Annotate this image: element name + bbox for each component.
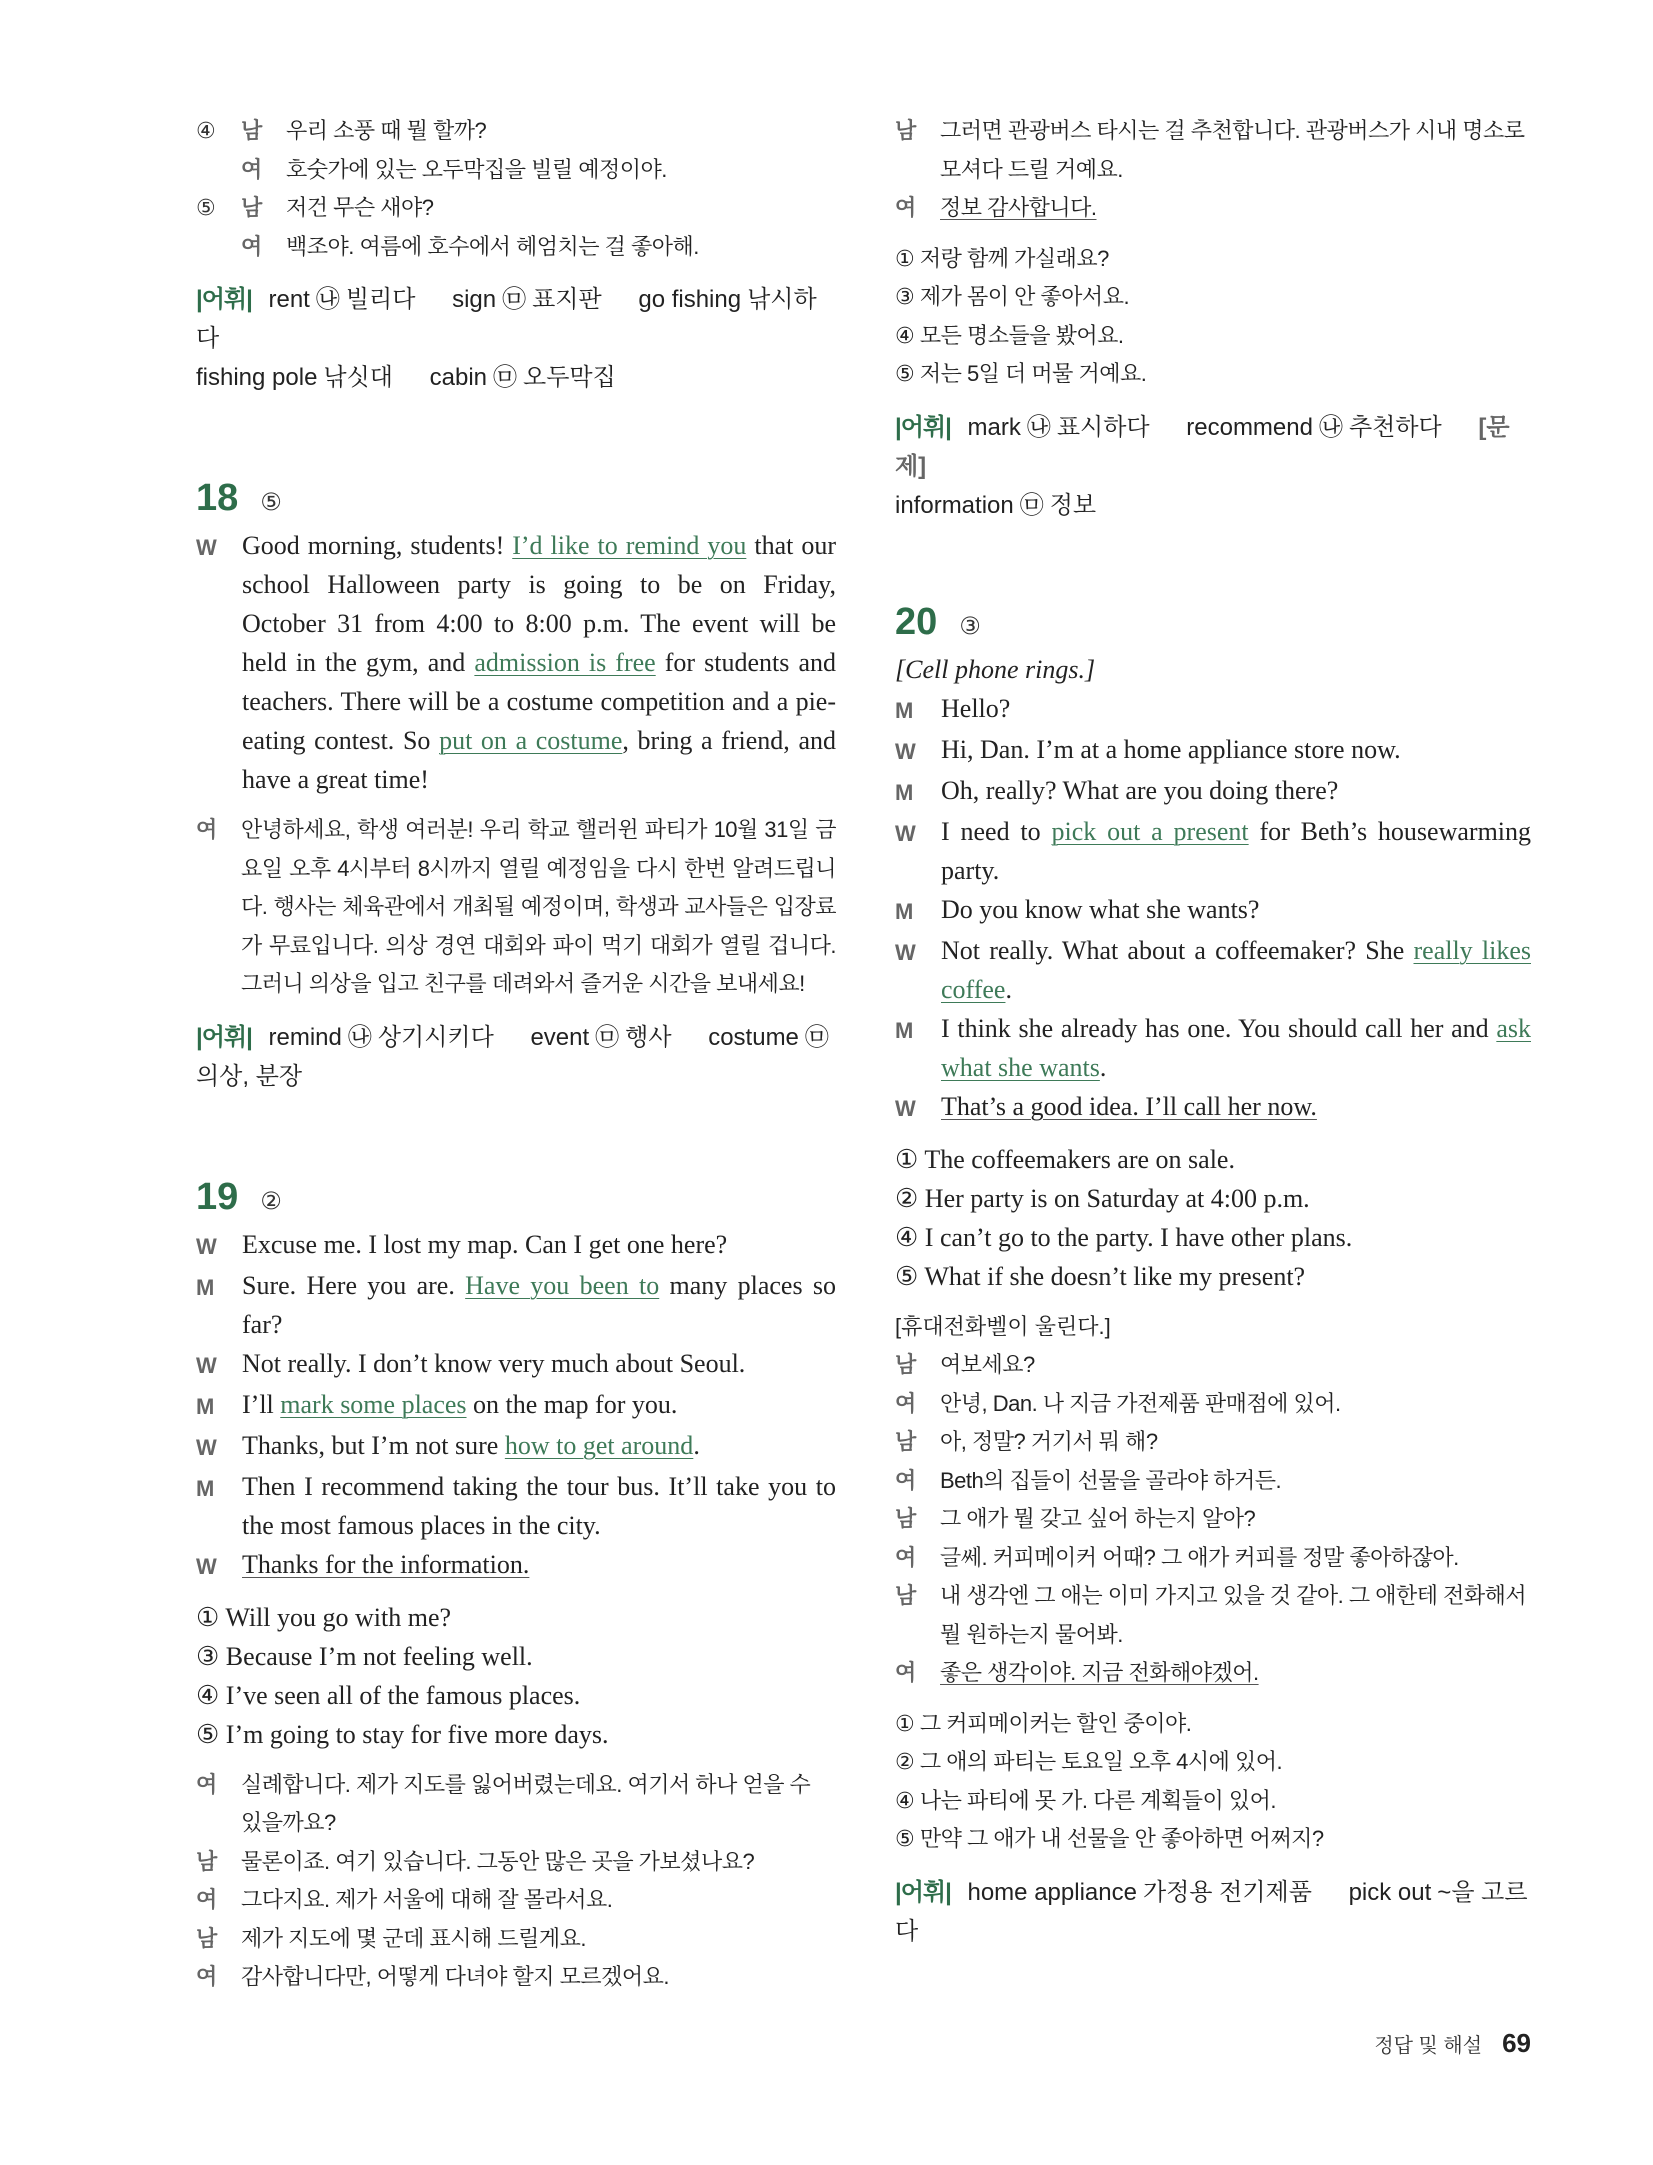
option-item: ④ 나는 파티에 못 가. 다른 계획들이 있어.	[895, 1787, 1277, 1813]
option-item: ② Her party is on Saturday at 4:00 p.m.	[895, 1183, 1310, 1213]
dialog-line: 여 감사합니다만, 어떻게 다녀야 할지 모르겠어요.	[196, 1964, 669, 1989]
vocab-tag: |어휘|	[196, 286, 252, 313]
option-item: ⑤ 저는 5일 더 머물 거예요.	[895, 361, 1147, 386]
q19-korean-options	[895, 240, 1531, 394]
option-item: ⑤ I’m going to stay for five more days.	[196, 1719, 609, 1749]
q19-script	[196, 1225, 836, 1586]
vocab-tag: [문제]	[895, 413, 1510, 480]
question-18-header	[196, 477, 836, 520]
dialog-line: W Hi, Dan. I’m at a home appliance store now.	[895, 734, 1401, 764]
dialog-line: 여 그다지요. 제가 서울에 대해 잘 몰라서요.	[196, 1887, 613, 1912]
key-phrase: I’d like to remind you	[512, 531, 747, 560]
key-phrase: mark some places	[280, 1389, 467, 1419]
question-number: 19	[196, 1175, 239, 1218]
option-item: ① The coffeemakers are on sale.	[895, 1144, 1235, 1174]
key-phrase: Have you been to	[465, 1270, 660, 1300]
q20-script	[895, 689, 1531, 1128]
question-19-header	[196, 1176, 836, 1219]
option-item: ④ I’ve seen all of the famous places.	[196, 1680, 581, 1710]
q19-translation-continued	[895, 112, 1531, 228]
dialog-line: M Sure. Here you are. Have you been to many places so far?	[196, 1270, 836, 1339]
q20-options	[895, 1140, 1531, 1296]
q19-translation	[196, 1766, 836, 1997]
dialog-line: 남 내 생각엔 그 애는 이미 가지고 있을 것 같아. 그 애한테 전화해서 뭘 원하는지 물어봐.	[895, 1583, 1527, 1647]
dialog-line: 남 물론이죠. 여기 있습니다. 그동안 많은 곳을 가보셨나요?	[196, 1848, 755, 1874]
key-phrase: ask what she wants	[941, 1013, 1531, 1082]
dialog-line: W That’s a good idea. I’ll call her now.	[895, 1091, 1317, 1121]
question-number: 18	[196, 477, 239, 519]
page-footer	[1374, 2028, 1531, 2059]
dialog-line: 여 글쎄. 커피메이커 어때? 그 애가 커피를 정말 좋아하잖아.	[895, 1544, 1459, 1570]
q19-options	[196, 1598, 836, 1754]
dialog-line: W I need to pick out a present for Beth’s housewarming party.	[895, 816, 1532, 885]
question-number: 20	[895, 600, 938, 643]
option-item: ① 그 커피메이커는 할인 중이야.	[895, 1710, 1192, 1736]
vocab-tag: |어휘|	[196, 1023, 252, 1051]
key-phrase: how to get around	[504, 1430, 694, 1460]
dialog-line: 남 그 애가 뭘 갖고 싶어 하는지 알아?	[895, 1506, 1256, 1531]
option-item: ⑤ What if she doesn’t like my present?	[895, 1261, 1306, 1291]
blank-answer: That’s a good idea. I’ll call her now.	[941, 1091, 1317, 1121]
stage-direction: [휴대전화벨이 울린다.]	[895, 1313, 1111, 1339]
list-item: ④ 남 우리 소풍 때 뭘 할까?	[196, 118, 487, 143]
q17-korean-options	[196, 112, 836, 266]
dialog-line: 남 여보세요?	[895, 1352, 1035, 1377]
option-item: ⑤ 만약 그 애가 내 선물을 안 좋아하면 어쩌지?	[895, 1826, 1324, 1851]
dialog-line: W Not really. I don’t know very much about Seoul.	[196, 1348, 746, 1378]
dialog-line: W Thanks, but I’m not sure how to get around.	[196, 1430, 700, 1460]
key-phrase: pick out a present	[1051, 816, 1249, 846]
dialog-line: 여 정보 감사합니다.	[895, 195, 1097, 220]
list-item: 여 백조야. 여름에 호수에서 헤엄치는 걸 좋아해.	[241, 233, 699, 259]
option-item: ③ Because I’m not feeling well.	[196, 1641, 533, 1671]
dialog-line: M I think she already has one. You should call her and ask what she wants.	[895, 1013, 1531, 1082]
dialog-line: M Do you know what she wants?	[895, 894, 1260, 924]
answer-mark: ⑤	[260, 489, 282, 516]
option-item: ② 그 애의 파티는 토요일 오후 4시에 있어.	[895, 1749, 1283, 1774]
dialog-line: 여 실례합니다. 제가 지도를 잃어버렸는데요. 여기서 하나 얻을 수 있을까요?	[196, 1771, 811, 1835]
list-item: ⑤ 남 저건 무슨 새야?	[196, 195, 434, 220]
dialog-line: 여 안녕, Dan. 나 지금 가전제품 판매점에 있어.	[895, 1390, 1341, 1416]
option-item: ④ 모든 명소들을 봤어요.	[895, 322, 1124, 348]
blank-answer: 좋은 생각이야. 지금 전화해야겠어.	[940, 1660, 1259, 1685]
answer-mark: ③	[959, 612, 981, 640]
option-item: ① 저랑 함께 가실래요?	[895, 245, 1109, 271]
q20-translation	[895, 1346, 1531, 1693]
option-item: ③ 제가 몸이 안 좋아서요.	[895, 284, 1130, 309]
list-item: 여 호숫가에 있는 오두막집을 빌릴 예정이야.	[241, 156, 667, 182]
dialog-line: 남 제가 지도에 몇 군데 표시해 드릴게요.	[196, 1925, 586, 1951]
dialog-line: M Hello?	[895, 693, 1011, 723]
q18-vocabulary: |어휘| remind ㉯ 상기시키다 event ㉤ 행사 costume ㉤의상, 분장	[196, 1023, 829, 1090]
dialog-line: M I’ll mark some places on the map for you.	[196, 1389, 678, 1419]
vocab-tag: |어휘|	[895, 1878, 951, 1906]
q17-vocabulary: |어휘| rent ㉯ 빌리다 sign ㉤ 표지판 go fishing 낚시하다 fishing pole 낚싯대 cabin ㉤ 오두막집	[196, 286, 817, 391]
dialog-line: M Oh, really? What are you doing there?	[895, 775, 1339, 805]
question-20-header	[895, 601, 1531, 644]
right-column	[895, 112, 1531, 1951]
dialog-line: 여 좋은 생각이야. 지금 전화해야겠어.	[895, 1660, 1259, 1685]
answer-mark: ②	[260, 1187, 282, 1215]
section-label: 정답 및 해설	[1374, 2035, 1483, 2057]
vocab-tag: |어휘|	[895, 413, 951, 441]
option-item: ④ I can’t go to the party. I have other plans.	[895, 1222, 1353, 1252]
dialog-line: W Thanks for the information.	[196, 1549, 530, 1579]
q20-korean-options	[895, 1705, 1531, 1859]
dialog-line: W Not really. What about a coffeemaker? She really likes coffee.	[895, 935, 1531, 1004]
blank-answer: 정보 감사합니다.	[940, 195, 1097, 220]
q18-translation: 여 안녕하세요, 학생 여러분! 우리 학교 핼러윈 파티가 10월 31일 금요일 오후 4시부터 8시까지 열릴 예정임을 다시 한번 알려드립니다. 행사는 체육관에서 개최될 예정이며, 학생과 교사들은 입장료가 무료입니다. 의상 경연 대회와 파이 먹기 대회가 열릴 겁니다. 그러니 의상을 입고 친구를 데려와서 즐거운 시간을 보내세요!	[196, 817, 836, 996]
blank-answer: Thanks for the information.	[242, 1549, 530, 1579]
q20-vocabulary: |어휘| home appliance 가정용 전기제품 pick out ~을 고르다	[895, 1878, 1528, 1945]
dialog-line: W Excuse me. I lost my map. Can I get one here?	[196, 1229, 728, 1259]
left-column	[196, 112, 836, 1997]
dialog-line: 여 Beth의 집들이 선물을 골라야 하거든.	[895, 1467, 1282, 1493]
option-item: ① Will you go with me?	[196, 1602, 452, 1632]
dialog-line: 남 그러면 관광버스 타시는 걸 추천합니다. 관광버스가 시내 명소로 모셔다 드릴 거예요.	[895, 118, 1525, 182]
dialog-line: 남 아, 정말? 거기서 뭐 해?	[895, 1429, 1158, 1454]
q19-vocabulary: |어휘| mark ㉯ 표시하다 recommend ㉯ 추천하다 [문제] information ㉤ 정보	[895, 413, 1510, 519]
key-phrase: put on a costume	[439, 726, 623, 755]
q18-script: W Good morning, students! I’d like to remind you that our school Halloween party is going to be on Friday, October 31 from 4:00 to 8:00 p.m. The event will be held in the gym, and admission is free for students and teachers. There will be a costume competition and a pie-eating contest. So put on a costume, bring a friend, and have a great time!	[196, 531, 836, 794]
stage-direction: [Cell phone rings.]	[895, 654, 1096, 684]
page-number: 69	[1502, 2028, 1531, 2058]
dialog-line: M Then I recommend taking the tour bus. It’ll take you to the most famous places in the city.	[196, 1471, 836, 1540]
key-phrase: really likes coffee	[941, 935, 1531, 1004]
key-phrase: admission is free	[474, 648, 656, 677]
